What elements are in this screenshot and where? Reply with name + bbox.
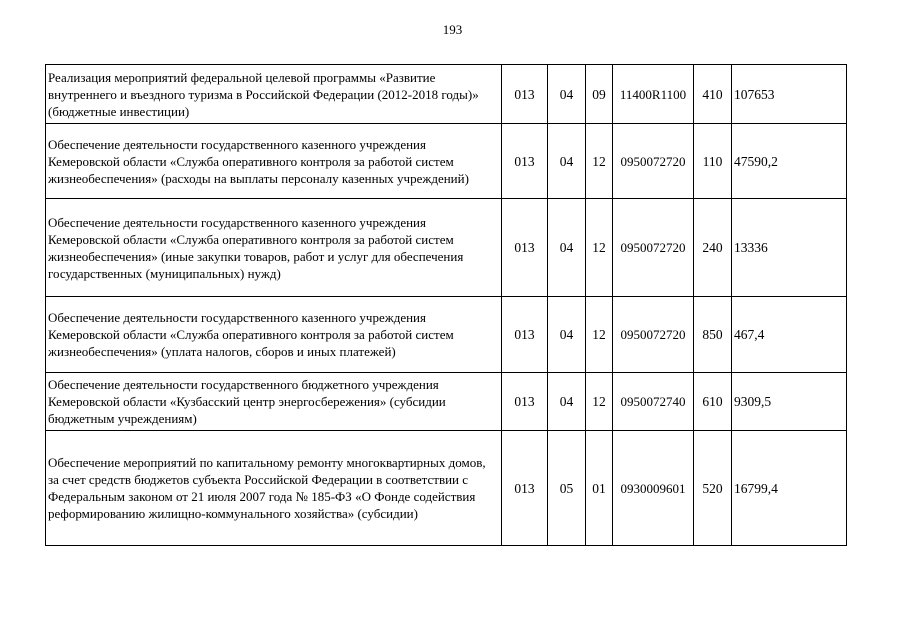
- row-description: Обеспечение мероприятий по капитальному ремонту многоквартирных домов, за счет средств бюджетов субъекта Российской Федерации в соответствии с Федеральным законом от 21 июля 2007 года № 185-ФЗ «О Фонде содействия реформированию жилищно-коммунального хозяйства» (субсидии): [46, 431, 502, 546]
- department-code: 013: [502, 65, 548, 124]
- subsection-code: 12: [586, 373, 613, 431]
- subsection-code: 12: [586, 297, 613, 373]
- subsection-code: 09: [586, 65, 613, 124]
- table-row: [46, 124, 847, 199]
- expense-type-code: 240: [694, 199, 732, 297]
- amount: 47590,2: [732, 124, 847, 199]
- department-code: 013: [502, 373, 548, 431]
- budget-table: [45, 64, 847, 546]
- department-code: 013: [502, 297, 548, 373]
- amount: 467,4: [732, 297, 847, 373]
- table-row: [46, 199, 847, 297]
- target-item-code: 0950072720: [613, 297, 694, 373]
- department-code: 013: [502, 199, 548, 297]
- subsection-code: 12: [586, 199, 613, 297]
- row-description: Обеспечение деятельности государственного казенного учреждения Кемеровской области «Служба оперативного контроля за работой систем жизнеобеспечения» (расходы на выплаты персоналу казенных учреждений): [46, 124, 502, 199]
- section-code: 04: [548, 124, 586, 199]
- amount: 16799,4: [732, 431, 847, 546]
- expense-type-code: 610: [694, 373, 732, 431]
- subsection-code: 01: [586, 431, 613, 546]
- expense-type-code: 850: [694, 297, 732, 373]
- table-row: [46, 431, 847, 546]
- target-item-code: 11400R1100: [613, 65, 694, 124]
- amount: 13336: [732, 199, 847, 297]
- row-description: Обеспечение деятельности государственного бюджетного учреждения Кемеровской области «Кузбасский центр энергосбережения» (субсидии бюджетным учреждениям): [46, 373, 502, 431]
- row-description: Обеспечение деятельности государственного казенного учреждения Кемеровской области «Служба оперативного контроля за работой систем жизнеобеспечения» (иные закупки товаров, работ и услуг для обеспечения государственных (муниципальных) нужд): [46, 199, 502, 297]
- expense-type-code: 520: [694, 431, 732, 546]
- table-row: [46, 65, 847, 124]
- subsection-code: 12: [586, 124, 613, 199]
- table-row: [46, 373, 847, 431]
- section-code: 04: [548, 65, 586, 124]
- amount: 9309,5: [732, 373, 847, 431]
- amount: 107653: [732, 65, 847, 124]
- expense-type-code: 110: [694, 124, 732, 199]
- page-number: 193: [442, 22, 463, 37]
- section-code: 04: [548, 297, 586, 373]
- row-description: Реализация мероприятий федеральной целевой программы «Развитие внутреннего и въездного туризма в Российской Федерации (2012-2018 годы)» (бюджетные инвестиции): [46, 65, 502, 124]
- target-item-code: 0950072720: [613, 199, 694, 297]
- table-row: [46, 297, 847, 373]
- row-description: Обеспечение деятельности государственного казенного учреждения Кемеровской области «Служба оперативного контроля за работой систем жизнеобеспечения» (уплата налогов, сборов и иных платежей): [46, 297, 502, 373]
- section-code: 04: [548, 373, 586, 431]
- department-code: 013: [502, 124, 548, 199]
- section-code: 04: [548, 199, 586, 297]
- target-item-code: 0930009601: [613, 431, 694, 546]
- target-item-code: 0950072720: [613, 124, 694, 199]
- target-item-code: 0950072740: [613, 373, 694, 431]
- department-code: 013: [502, 431, 548, 546]
- expense-type-code: 410: [694, 65, 732, 124]
- section-code: 05: [548, 431, 586, 546]
